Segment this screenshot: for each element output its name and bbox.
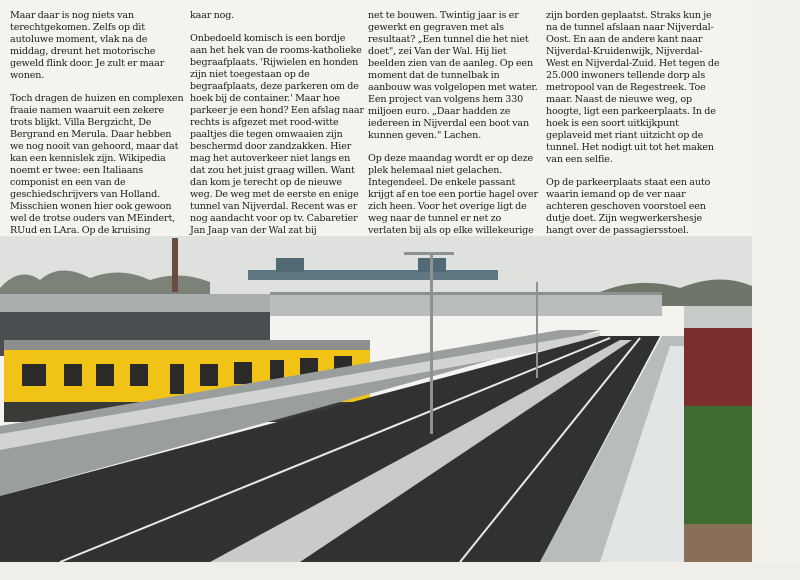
chimney bbox=[172, 238, 178, 292]
distant-field bbox=[684, 306, 752, 328]
platform-roof bbox=[0, 294, 270, 312]
footbridge bbox=[270, 294, 662, 316]
page-bottom-margin bbox=[0, 562, 800, 580]
article-paragraph: zijn borden geplaatst. Straks kun je na de tunnel afslaan naar Nijverdal-Oost. En aan de andere kant naar Nijverdal-Kruidenwijk, Nijverdal-West en Nijverdal-Zuid. Het tegen de 25.000 inwoners tellende dorp als metropool van de Regestreek. Toe maar. Naast de nieuwe weg, op hoogte, ligt een parkeerplaats. In de hoek is een soort uitkijkpunt geplaveid met riant uitzicht op de tunnel. Het nodigt uit tot het maken van een selfie. bbox=[546, 10, 720, 165]
article-column-4 bbox=[546, 10, 720, 261]
train-roof bbox=[4, 340, 370, 350]
hedge bbox=[684, 328, 752, 406]
article-paragraph: Toch dragen de huizen en complexen fraaie namen waaruit een zekere trots blijkt. Villa Bergzicht, De Bergrand en Merula. Daar hebben we nog nooit van gehoord, maar dat kan een kennislek zijn. Wikipedia noemt er twee: een Italiaans componist en een van de geschiedschrijvers van Holland. Misschien wonen hier ook gewoon wel de trotse ouders van MEindert, RUud en LAra. Op de kruising bbox=[10, 93, 184, 236]
lamp-post bbox=[430, 254, 433, 434]
article-column-1 bbox=[10, 10, 184, 273]
station-tower-left bbox=[276, 258, 304, 272]
article-photo bbox=[0, 236, 752, 562]
article-paragraph: Maar daar is nog niets van terechtgekomen. Zelfs op dit autoluwe moment, vlak na de middag, dreunt het motorische geweld flink door. Je zult er maar wonen. bbox=[10, 10, 165, 81]
article-column-3 bbox=[368, 10, 542, 273]
article-paragraph: Op de parkeerplaats staat een auto waarin iemand op de ver naar achteren geschoven voorstoel een dutje doet. Zijn wegwerkershesje hangt over de passagiersstoel. bbox=[546, 177, 711, 236]
article-column-2 bbox=[190, 10, 364, 261]
article-paragraph: net te bouwen. Twintig jaar is er gewerkt en gegraven met als resultaat? „Een tunnel die het niet doet", zei Van der Wal. Hij liet beelden zien van de aanleg. Op een moment dat de tunnelbak in aanbouw was volgelopen met water. Een project van volgens hem 330 miljoen euro. „Daar hadden ze iedereen in Nijverdal een boot van kunnen geven." Lachen. bbox=[368, 10, 538, 141]
article-paragraph: Onbedoeld komisch is een bordje aan het hek van de rooms-katholieke begraafplaats. 'Rijwielen en honden zijn niet toegestaan op de begraafplaats, deze parkeren om de hoek bij de container.' Maar hoe parkeer je een hond? Een afslag naar rechts is afgezet met rood-witte paaltjes die tegen omwaaien zijn beschermd door zandzakken. Hier mag het autoverkeer niet langs en dat zou het juist graag willen. Want dan kom je terecht op de nieuwe weg. De weg met de eerste en enige tunnel van Nijverdal. Recent was er nog aandacht voor op tv. Cabaretier Jan Jaap van der Wal zat bij bbox=[190, 33, 364, 236]
page-margin bbox=[752, 0, 800, 580]
soil bbox=[684, 524, 752, 562]
grass bbox=[684, 406, 752, 524]
lamp-post bbox=[536, 282, 538, 378]
footbridge-rail bbox=[270, 292, 662, 295]
lamp-arm bbox=[404, 252, 454, 255]
photo-illustration bbox=[0, 236, 752, 562]
article-paragraph: kaar nog. bbox=[190, 10, 235, 21]
article-paragraph: Op deze maandag wordt er op deze plek helemaal niet gelachen. Integendeel. De enkele passant krijgt af en toe een portie hagel over zich heen. Voor het overige ligt de weg naar de tunnel er net zo verlaten bij als op elke willekeurige bbox=[368, 153, 538, 236]
